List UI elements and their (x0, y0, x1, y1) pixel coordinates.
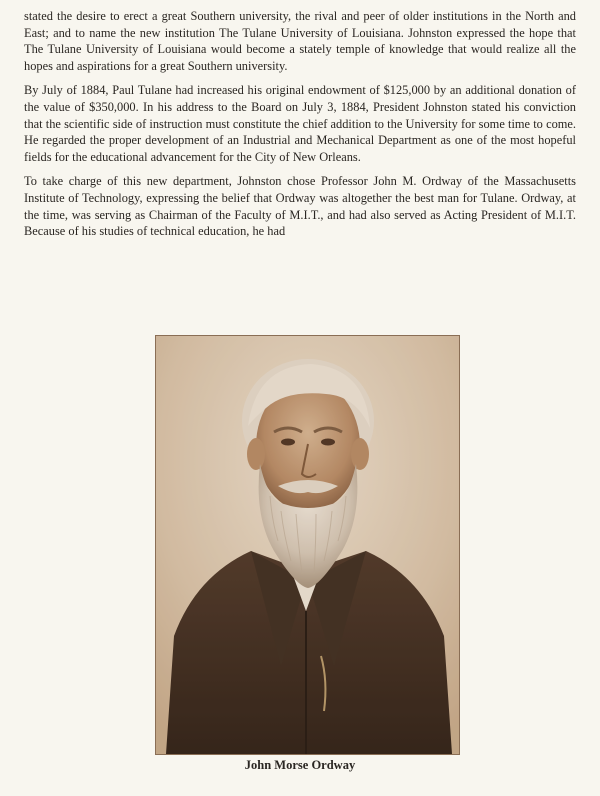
portrait-illustration (156, 336, 459, 754)
photo-caption: John Morse Ordway (244, 758, 356, 772)
paragraph-3: To take charge of this new department, Johnston chose Professor John M. Ordway of the Massachusetts Institute of Technology, expressing the belief that Ordway was altogether the best man for Tulane. Ordway, at the time, was serving as Chairman of the Faculty of M.I.T., and had also served as Acting President of M.I.T. Because of his studies of technical education, he had (24, 174, 576, 239)
paragraph-1: stated the desire to erect a great Southern university, the rival and peer of older institutions in the North and East; and to name the new institution The Tulane University of Louisiana. Johnston expressed the hope that The Tulane University of Louisiana would become a stately temple of knowledge that would realize all the hopes and aspirations for a great Southern university. (24, 9, 576, 73)
portrait-photo (155, 335, 460, 755)
paragraph-2: By July of 1884, Paul Tulane had increased his original endowment of $125,000 by an additional donation of the value of $350,000. In his address to the Board on July 3, 1884, President Johnston stated his conviction that the scientific side of instruction must constitute the chief addition to the University for some time to come. He regarded the proper development of an Industrial and Mechanical Department as one of the most hopeful fields for the educational advancement for the City of New Orleans. (24, 83, 576, 164)
body-text (24, 8, 576, 248)
